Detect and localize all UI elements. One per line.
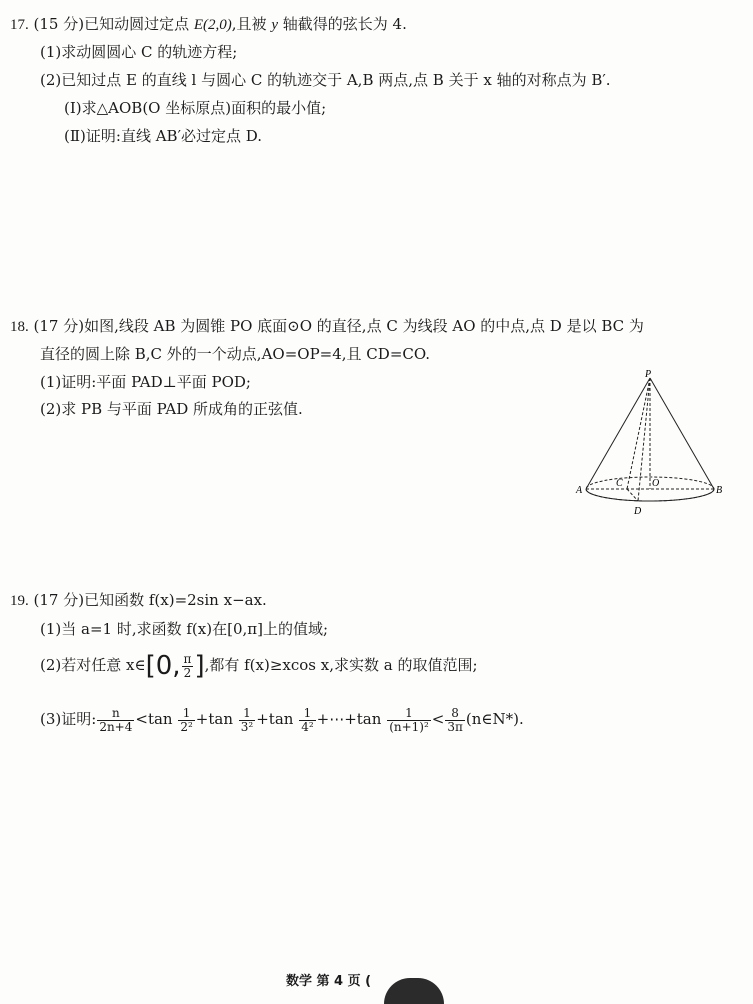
- cone-segment-pc: [627, 378, 650, 489]
- q19-frac-0: [97, 707, 134, 734]
- q19-lt-1: <tan: [135, 710, 178, 728]
- q19-part1: (1)当 a=1 时,求函数 f(x)在[0,π]上的值域;: [40, 620, 329, 638]
- finger-shadow: [384, 978, 444, 1004]
- q18-stem-line2: 直径的圆上除 B,C 外的一个动点,AO=OP=4,且 CD=CO.: [40, 345, 431, 363]
- q18-stem-line1: [10, 316, 644, 337]
- q18-stem-text1: (17 分)如图,线段 AB 为圆锥 PO 底面⊙O 的直径,点 C 为线段 AO 的中点,点 D 是以 BC 为: [33, 317, 644, 335]
- label-a: A: [576, 485, 583, 496]
- q19-stem: [10, 590, 267, 611]
- q19-part2-interval-open: [0,: [145, 651, 181, 681]
- q19-frac-5-num: 8: [445, 707, 465, 721]
- q19-plus-2: +tan: [256, 710, 299, 728]
- q17-stem: [10, 14, 407, 35]
- cone-edge-pa: [586, 378, 650, 489]
- q19-part2-frac-den: 2: [183, 665, 192, 680]
- q18-part1: (1)证明:平面 PAD⊥平面 POD;: [40, 373, 251, 391]
- q18-part2: (2)求 PB 与平面 PAD 所成角的正弦值.: [40, 400, 303, 418]
- q19-plus-1: +tan: [195, 710, 238, 728]
- q19-part2-interval-close: ]: [194, 651, 205, 681]
- label-d: D: [634, 506, 642, 517]
- cone-segment-cd: [627, 489, 638, 501]
- q19-part2-post: ,都有 f(x)≥xcos x,求实数 a 的取值范围;: [204, 656, 478, 674]
- q17-part2: (2)已知过点 E 的直线 l 与圆心 C 的轨迹交于 A,B 两点,点 B 关于 x 轴的对称点为 B′.: [40, 71, 611, 89]
- q19-frac-3-den: 4²: [301, 719, 314, 734]
- q19-frac-1-num: 1: [178, 707, 194, 721]
- q19-frac-0-num: n: [97, 707, 134, 721]
- q17-part2-ii: (Ⅱ)证明:直线 AB′必过定点 D.: [64, 127, 263, 145]
- q18-number: 18.: [10, 319, 29, 335]
- q17-stem-post: 轴截得的弦长为 4.: [277, 15, 407, 33]
- q19-frac-2: [239, 707, 255, 734]
- q19-part3-pre: (3)证明:: [40, 710, 97, 728]
- label-p: P: [645, 369, 652, 380]
- q17-stem-mid: ,且被: [231, 15, 272, 33]
- q19-frac-1: [178, 707, 194, 734]
- q19-frac-2-den: 3²: [240, 719, 254, 734]
- q19-part3-post: (n∈N*).: [465, 710, 524, 728]
- cone-base-front-arc: [586, 489, 714, 501]
- q19-frac-5-den: 3π: [447, 719, 463, 734]
- q17-axis: y: [271, 17, 278, 33]
- q19-frac-0-den: 2n+4: [99, 719, 133, 734]
- label-c: C: [616, 478, 623, 489]
- q19-lt-2: <: [431, 710, 445, 728]
- q19-part2-frac-num: π: [183, 651, 192, 666]
- q17-point: E(2,0): [193, 17, 232, 33]
- q19-frac-3-num: 1: [299, 707, 315, 721]
- q19-frac-1-den: 2²: [180, 719, 193, 734]
- cone-figure: [572, 368, 732, 518]
- q19-part2-pre: (2)若对任意 x∈: [40, 656, 146, 674]
- q19-part2: [40, 650, 478, 681]
- q19-frac-4-num: 1: [387, 707, 431, 721]
- q17-stem-pre: (15 分)已知动圆过定点: [33, 15, 194, 33]
- q17-part2-i: (Ⅰ)求△AOB(O 坐标原点)面积的最小值;: [64, 99, 327, 117]
- label-o: O: [652, 478, 660, 489]
- cone-edge-pb: [650, 378, 714, 489]
- page-footer: 数学 第 4 页 (: [286, 974, 372, 989]
- q19-frac-5: [445, 707, 465, 734]
- q19-dots: +⋯+tan: [316, 710, 387, 728]
- q19-number: 19.: [10, 593, 29, 609]
- q19-frac-4: [387, 707, 431, 734]
- q19-frac-2-num: 1: [239, 707, 255, 721]
- q17-part1: (1)求动圆圆心 C 的轨迹方程;: [40, 43, 238, 61]
- q19-part2-fraction: [182, 653, 194, 680]
- q19-stem-text: (17 分)已知函数 f(x)=2sin x−ax.: [33, 591, 267, 609]
- q17-number: 17.: [10, 17, 29, 33]
- q19-frac-3: [299, 707, 315, 734]
- label-b: B: [716, 485, 723, 496]
- q19-frac-4-den: (n+1)²: [389, 719, 429, 734]
- q19-part3: [40, 703, 524, 735]
